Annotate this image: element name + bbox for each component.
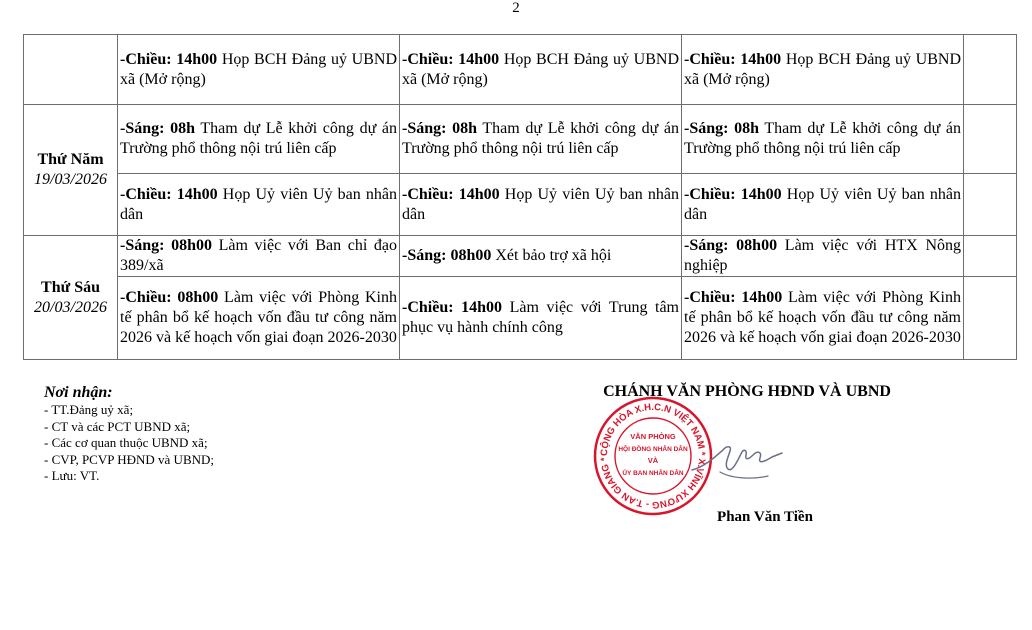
empty-cell (964, 35, 1017, 105)
day-date: 20/03/2026 (34, 298, 107, 316)
activity-cell: -Chiều: 14h00 Họp Uỷ viên Uỷ ban nhân dân (118, 174, 400, 236)
list-item: - CT và các PCT UBND xã; (44, 419, 214, 436)
activity-cell: -Chiều: 08h00 Làm việc với Phòng Kinh tế phân bổ kế hoạch vốn đầu tư công năm 2026 và kế hoạch vốn giai đoạn 2026-2030 (118, 277, 400, 360)
table-row (24, 236, 1017, 277)
activity-cell: -Chiều: 14h00 Họp BCH Đảng uỷ UBND xã (Mở rộng) (118, 35, 400, 105)
activity-cell: -Sáng: 08h00 Làm việc với HTX Nông nghiệp (682, 236, 964, 277)
empty-cell (964, 236, 1017, 277)
table-row (24, 105, 1017, 174)
stamp-line: HỘI ĐỒNG NHÂN DÂN (618, 446, 688, 453)
empty-cell (964, 105, 1017, 174)
day-cell (24, 35, 118, 105)
table-row (24, 277, 1017, 360)
list-item: - CVP, PCVP HĐND và UBND; (44, 452, 214, 469)
list-item: - TT.Đảng uỷ xã; (44, 402, 214, 419)
day-date: 19/03/2026 (34, 171, 107, 188)
activity-cell: -Chiều: 14h00 Họp BCH Đảng uỷ UBND xã (Mở rộng) (400, 35, 682, 105)
day-cell (24, 105, 118, 236)
schedule-table (23, 34, 1017, 360)
recipients-title: Nơi nhận: (44, 384, 113, 401)
signer-name: Phan Văn Tiền (717, 509, 813, 525)
activity-cell: -Sáng: 08h00 Xét bảo trợ xã hội (400, 236, 682, 277)
activity-cell: -Chiều: 14h00 Làm việc với Phòng Kinh tế phân bổ kế hoạch vốn đầu tư công năm 2026 và kế hoạch vốn giai đoạn 2026-2030 (682, 277, 964, 360)
activity-cell: -Sáng: 08h00 Làm việc với Ban chỉ đạo 389/xã (118, 236, 400, 277)
empty-cell (964, 174, 1017, 236)
activity-cell: -Sáng: 08h Tham dự Lễ khởi công dự án Trường phổ thông nội trú liên cấp (118, 105, 400, 174)
activity-cell: -Chiều: 14h00 Họp Uỷ viên Uỷ ban nhân dân (682, 174, 964, 236)
empty-cell (964, 277, 1017, 360)
day-name: Thứ Sáu (41, 278, 100, 296)
stamp-line: VĂN PHÒNG (630, 432, 676, 441)
table-row (24, 35, 1017, 105)
activity-cell: -Chiều: 14h00 Họp Uỷ viên Uỷ ban nhân dân (400, 174, 682, 236)
list-item: - Lưu: VT. (44, 468, 214, 485)
day-cell (24, 236, 118, 360)
recipients-list (44, 402, 214, 485)
stamp-line: ỦY BAN NHÂN DÂN (622, 470, 684, 477)
signer-title: CHÁNH VĂN PHÒNG HĐND VÀ UBND (603, 383, 891, 400)
stamp-ring-text: CỘNG HÒA X.H.C.N VIỆT NAM * X.VĨNH XƯƠNG - T.AN GIANG * (598, 401, 708, 511)
activity-cell: -Chiều: 14h00 Làm việc với Trung tâm phục vụ hành chính công (400, 277, 682, 360)
list-item: - Các cơ quan thuộc UBND xã; (44, 435, 214, 452)
day-name: Thứ Năm (37, 151, 104, 168)
signature (690, 436, 790, 496)
page-number: 2 (512, 0, 520, 16)
recipients-block (44, 384, 214, 485)
activity-cell: -Chiều: 14h00 Họp BCH Đảng uỷ UBND xã (Mở rộng) (682, 35, 964, 105)
stamp-line: VÀ (647, 456, 659, 465)
activity-cell: -Sáng: 08h Tham dự Lễ khởi công dự án Trường phổ thông nội trú liên cấp (682, 105, 964, 174)
table-row (24, 174, 1017, 236)
activity-cell: -Sáng: 08h Tham dự Lễ khởi công dự án Trường phổ thông nội trú liên cấp (400, 105, 682, 174)
